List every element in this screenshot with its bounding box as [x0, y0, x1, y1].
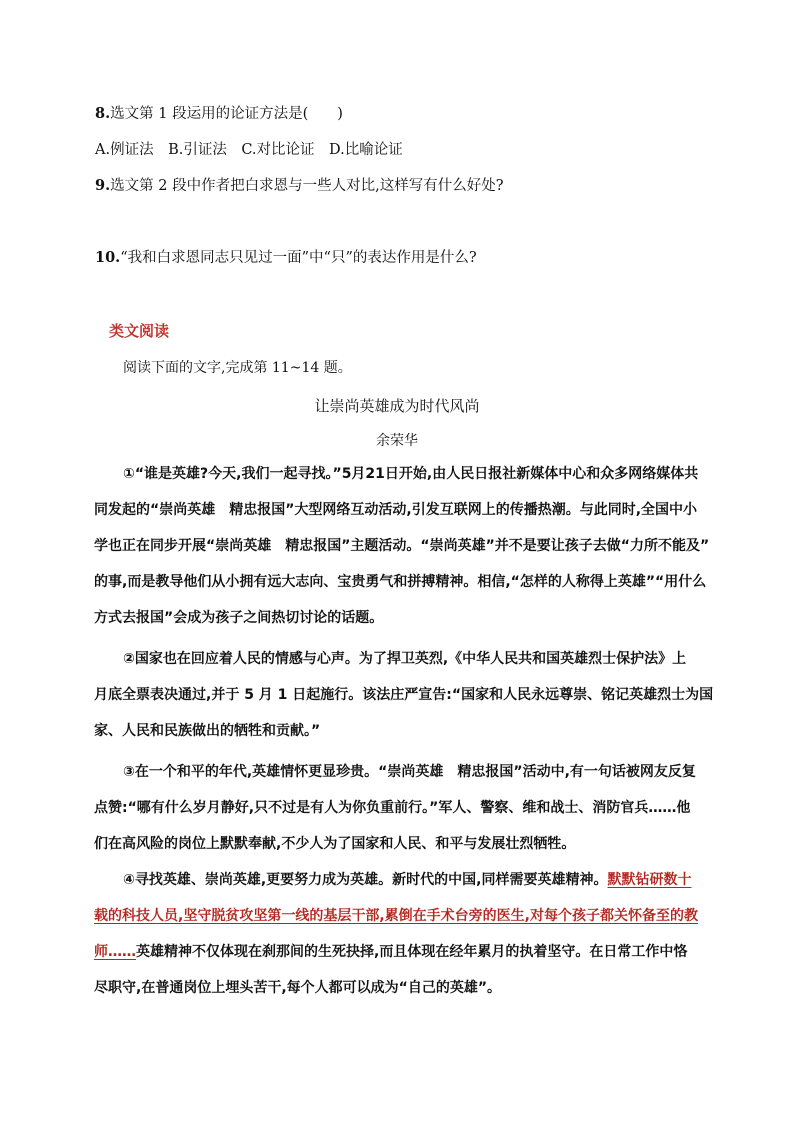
question-number: 8. [95, 105, 111, 122]
section-title: 类文阅读 [109, 322, 170, 340]
paragraph-line [94, 898, 698, 934]
paragraph-line: ①“谁是英雄?今天,我们一起寻找。”5月21日开始,由人民日报社新媒体中心和众多网络媒体共 [123, 466, 699, 482]
paragraph-2 [94, 641, 714, 749]
question-8 [95, 104, 715, 124]
paragraph-line: 方式去报国”会成为孩子之间热切讨论的话题。 [94, 610, 384, 626]
question-number: 9. [95, 177, 111, 194]
question-text: “我和白求恩同志只见过一面”中“只”的表达作用是什么? [120, 250, 477, 266]
plain-text: 英雄精神不仅体现在刹那间的生死抉择,而且体现在经年累月的执着坚守。在日常工作中恪 [136, 944, 688, 960]
options-text: A.例证法 B.引证法 C.对比论证 D.比喻论证 [95, 142, 403, 158]
paragraph-4 [94, 862, 698, 1006]
paragraph-line: 家、人民和民族做出的牺牲和贡献。” [94, 723, 321, 739]
question-9 [95, 176, 715, 196]
underlined-text: 载的科技人员,坚守脱贫攻坚第一线的基层干部,累倒在手术台旁的医生,对每个孩子都关怀备至的教 [94, 908, 698, 924]
paragraph-line: 们在高风险的岗位上默默奉献,不少人为了国家和人民、和平与发展壮烈牺牲。 [94, 836, 576, 852]
section-intro: 阅读下面的文字,完成第 11~14 题。 [123, 360, 352, 376]
question-10 [95, 248, 715, 268]
paragraph-line: 点赞:“哪有什么岁月静好,只不过是有人为你负重前行。”军人、警察、维和战士、消防官兵……他 [94, 800, 691, 816]
paragraph-line: 的事,而是教导他们从小拥有远大志向、宝贵勇气和拼搏精神。相信,“怎样的人称得上英雄”“用什么 [94, 574, 707, 590]
question-text: 选文第 1 段运用的论证方法是( ) [110, 106, 343, 122]
question-8-options [95, 140, 715, 160]
paragraph-line [94, 862, 698, 898]
paragraph-3 [94, 754, 698, 862]
article-title: 让崇尚英雄成为时代风尚 [314, 397, 480, 415]
paragraph-line: 月底全票表决通过,并于 5 月 1 日起施行。该法庄严宣告:“国家和人民永远尊崇、铭记英雄烈士为国 [94, 687, 714, 703]
underlined-text: 默默钻研数十 [607, 872, 692, 888]
paragraph-line: ③在一个和平的年代,英雄情怀更显珍贵。“崇尚英雄 精忠报国”活动中,有一句话被网友反复 [123, 764, 696, 780]
paragraph-1 [94, 456, 710, 636]
question-number: 10. [95, 249, 121, 266]
paragraph-line: 尽职守,在普通岗位上埋头苦干,每个人都可以成为“自己的英雄”。 [94, 980, 502, 996]
question-text: 选文第 2 段中作者把白求恩与一些人对比,这样写有什么好处? [110, 178, 504, 194]
plain-text: ④寻找英雄、崇尚英雄,更要努力成为英雄。新时代的中国,同样需要英雄精神。 [123, 872, 608, 888]
article-author: 余荣华 [376, 433, 418, 449]
paragraph-line: 同发起的“崇尚英雄 精忠报国”大型网络互动活动,引发互联网上的传播热潮。与此同时,全国中小 [94, 502, 698, 518]
paragraph-line: 学也正在同步开展“崇尚英雄 精忠报国”主题活动。“崇尚英雄”并不是要让孩子去做“力所不能及” [94, 538, 710, 554]
underlined-text: 师…… [94, 944, 136, 960]
paragraph-line [94, 934, 698, 970]
paragraph-line: ②国家也在回应着人民的情感与心声。为了捍卫英烈,《中华人民共和国英雄烈士保护法》上 [123, 651, 687, 667]
